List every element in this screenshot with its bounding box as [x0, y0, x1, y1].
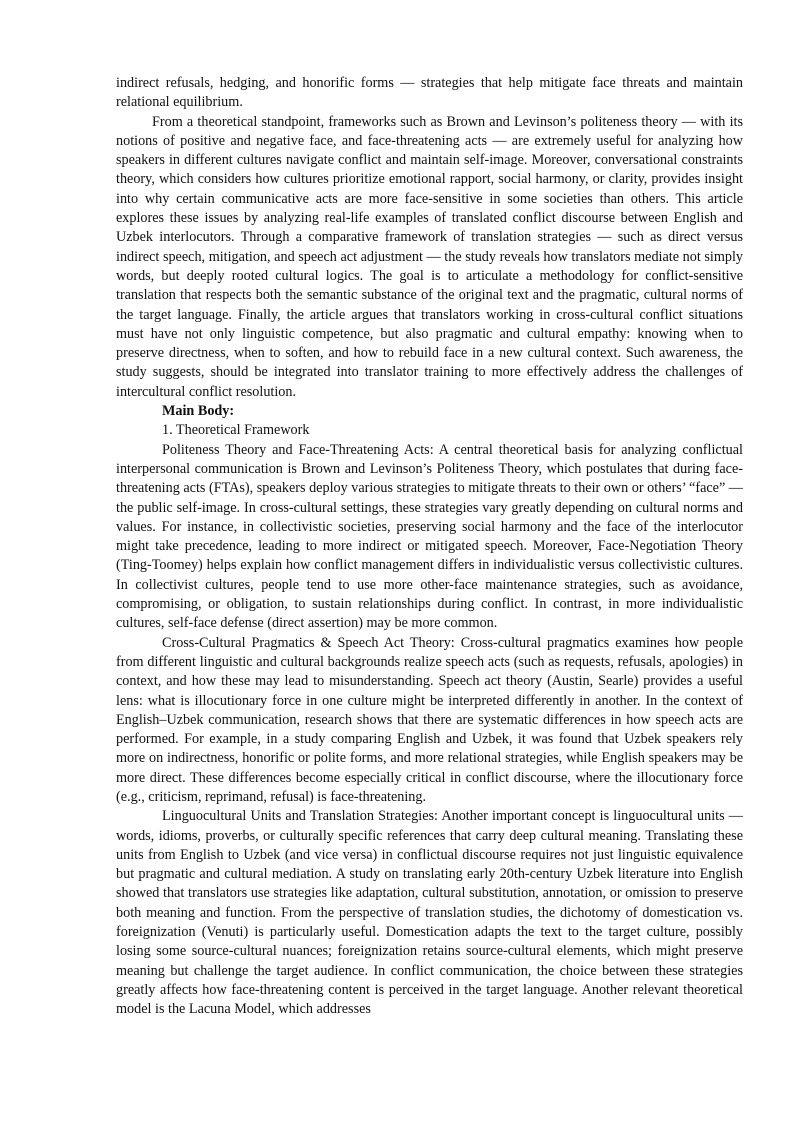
section-title: 1. Theoretical Framework — [162, 422, 310, 439]
main-body-heading: Main Body: — [162, 403, 235, 420]
paragraph-linguocultural-units: Linguocultural Units and Translation Strategies: Another important concept is linguocultural units — words, idioms, proverbs, or culturally specific references that carry deep cultural meaning. Translating these units from English to Uzbek (and vice versa) in conflictual discourse requires not just linguistic equivalence but pragmatic and cultural mediation. A study on translating early 20th-century Uzbek literature into English showed that translators use strategies like adaptation, cultural substitution, annotation, or omission to preserve both meaning and function. From the perspective of translation studies, the dichotomy of domestication vs. foreignization (Venuti) is particularly useful. Domestication adapts the text to the target culture, possibly losing some source-cultural nuances; foreignization retains source-cultural elements, which might preserve meaning but challenge the target audience. In conflict communication, the choice between these strategies greatly affects how face-threatening content is perceived in the target language. Another relevant theoretical model is the Lacuna Model, which addresses — [116, 808, 743, 1018]
paragraph-continuation: indirect refusals, hedging, and honorific forms — strategies that help mitigate face threats and maintain relational equilibrium. — [116, 75, 743, 111]
paragraph-cross-cultural-pragmatics: Cross-Cultural Pragmatics & Speech Act Theory: Cross-cultural pragmatics examines how people from different linguistic and cultural backgrounds realize speech acts (such as requests, refusals, apologies) in context, and how these may lead to misunderstanding. Speech act theory (Austin, Searle) provides a useful lens: what is illocutionary force in one culture might be interpreted differently in another. In the context of English–Uzbek communication, research shows that there are systematic differences in how speech acts are performed. For example, in a study comparing English and Uzbek, it was found that Uzbek speakers rely more on indirectness, honorific or polite forms, and more relational strategies, while English speakers may be more direct. These differences become especially critical in conflict discourse, where the illocutionary force (e.g., criticism, reprimand, refusal) is face-threatening. — [116, 634, 743, 805]
paragraph-theoretical-standpoint: From a theoretical standpoint, frameworks such as Brown and Levinson’s politeness theory — with its notions of positive and negative face, and face-threatening acts — are extremely useful for analyzing how speakers in different cultures navigate conflict and maintain self-image. Moreover, conversational constraints theory, which considers how cultures prioritize emotional rapport, social harmony, or clarity, provides insight into why certain communicative acts are more face-sensitive in some societies than others. This article explores these issues by analyzing real-life examples of translated conflict discourse between English and Uzbek interlocutors. Through a comparative framework of translation strategies — such as direct versus indirect speech, mitigation, and speech act adjustment — the study reveals how translators mediate not simply words, but deeply rooted cultural logics. The goal is to articulate a methodology for conflict-sensitive translation that respects both the semantic substance of the original text and the pragmatic, cultural norms of the target language. Finally, the article argues that translators working in cross-cultural conflict situations must have not only linguistic competence, but also pragmatic and cultural empathy: knowing when to preserve directness, when to soften, and how to rebuild face in a new cultural context. Such awareness, the study suggests, should be integrated into translator training to more effectively address the challenges of intercultural conflict resolution. — [116, 113, 743, 400]
document-page — [116, 74, 743, 1020]
paragraph-politeness-theory: Politeness Theory and Face-Threatening Acts: A central theoretical basis for analyzing conflictual interpersonal communication is Brown and Levinson’s Politeness Theory, which postulates that during face-threatening acts (FTAs), speakers deploy various strategies to mitigate threats to their own or others’ “face” — the public self-image. In cross-cultural settings, these strategies vary greatly depending on cultural norms and values. For instance, in collectivistic societies, preserving social harmony and the face of the interlocutor might take precedence, leading to more indirect or mitigated speech. Moreover, Face-Negotiation Theory (Ting-Toomey) helps explain how conflict management differs in individualistic versus collectivistic cultures. In collectivist cultures, people tend to use more other-face maintenance strategies, such as avoidance, compromising, or obligation, to sustain relationships during conflict. In contrast, in more individualistic cultures, self-face defense (direct assertion) may be more common. — [116, 441, 743, 632]
